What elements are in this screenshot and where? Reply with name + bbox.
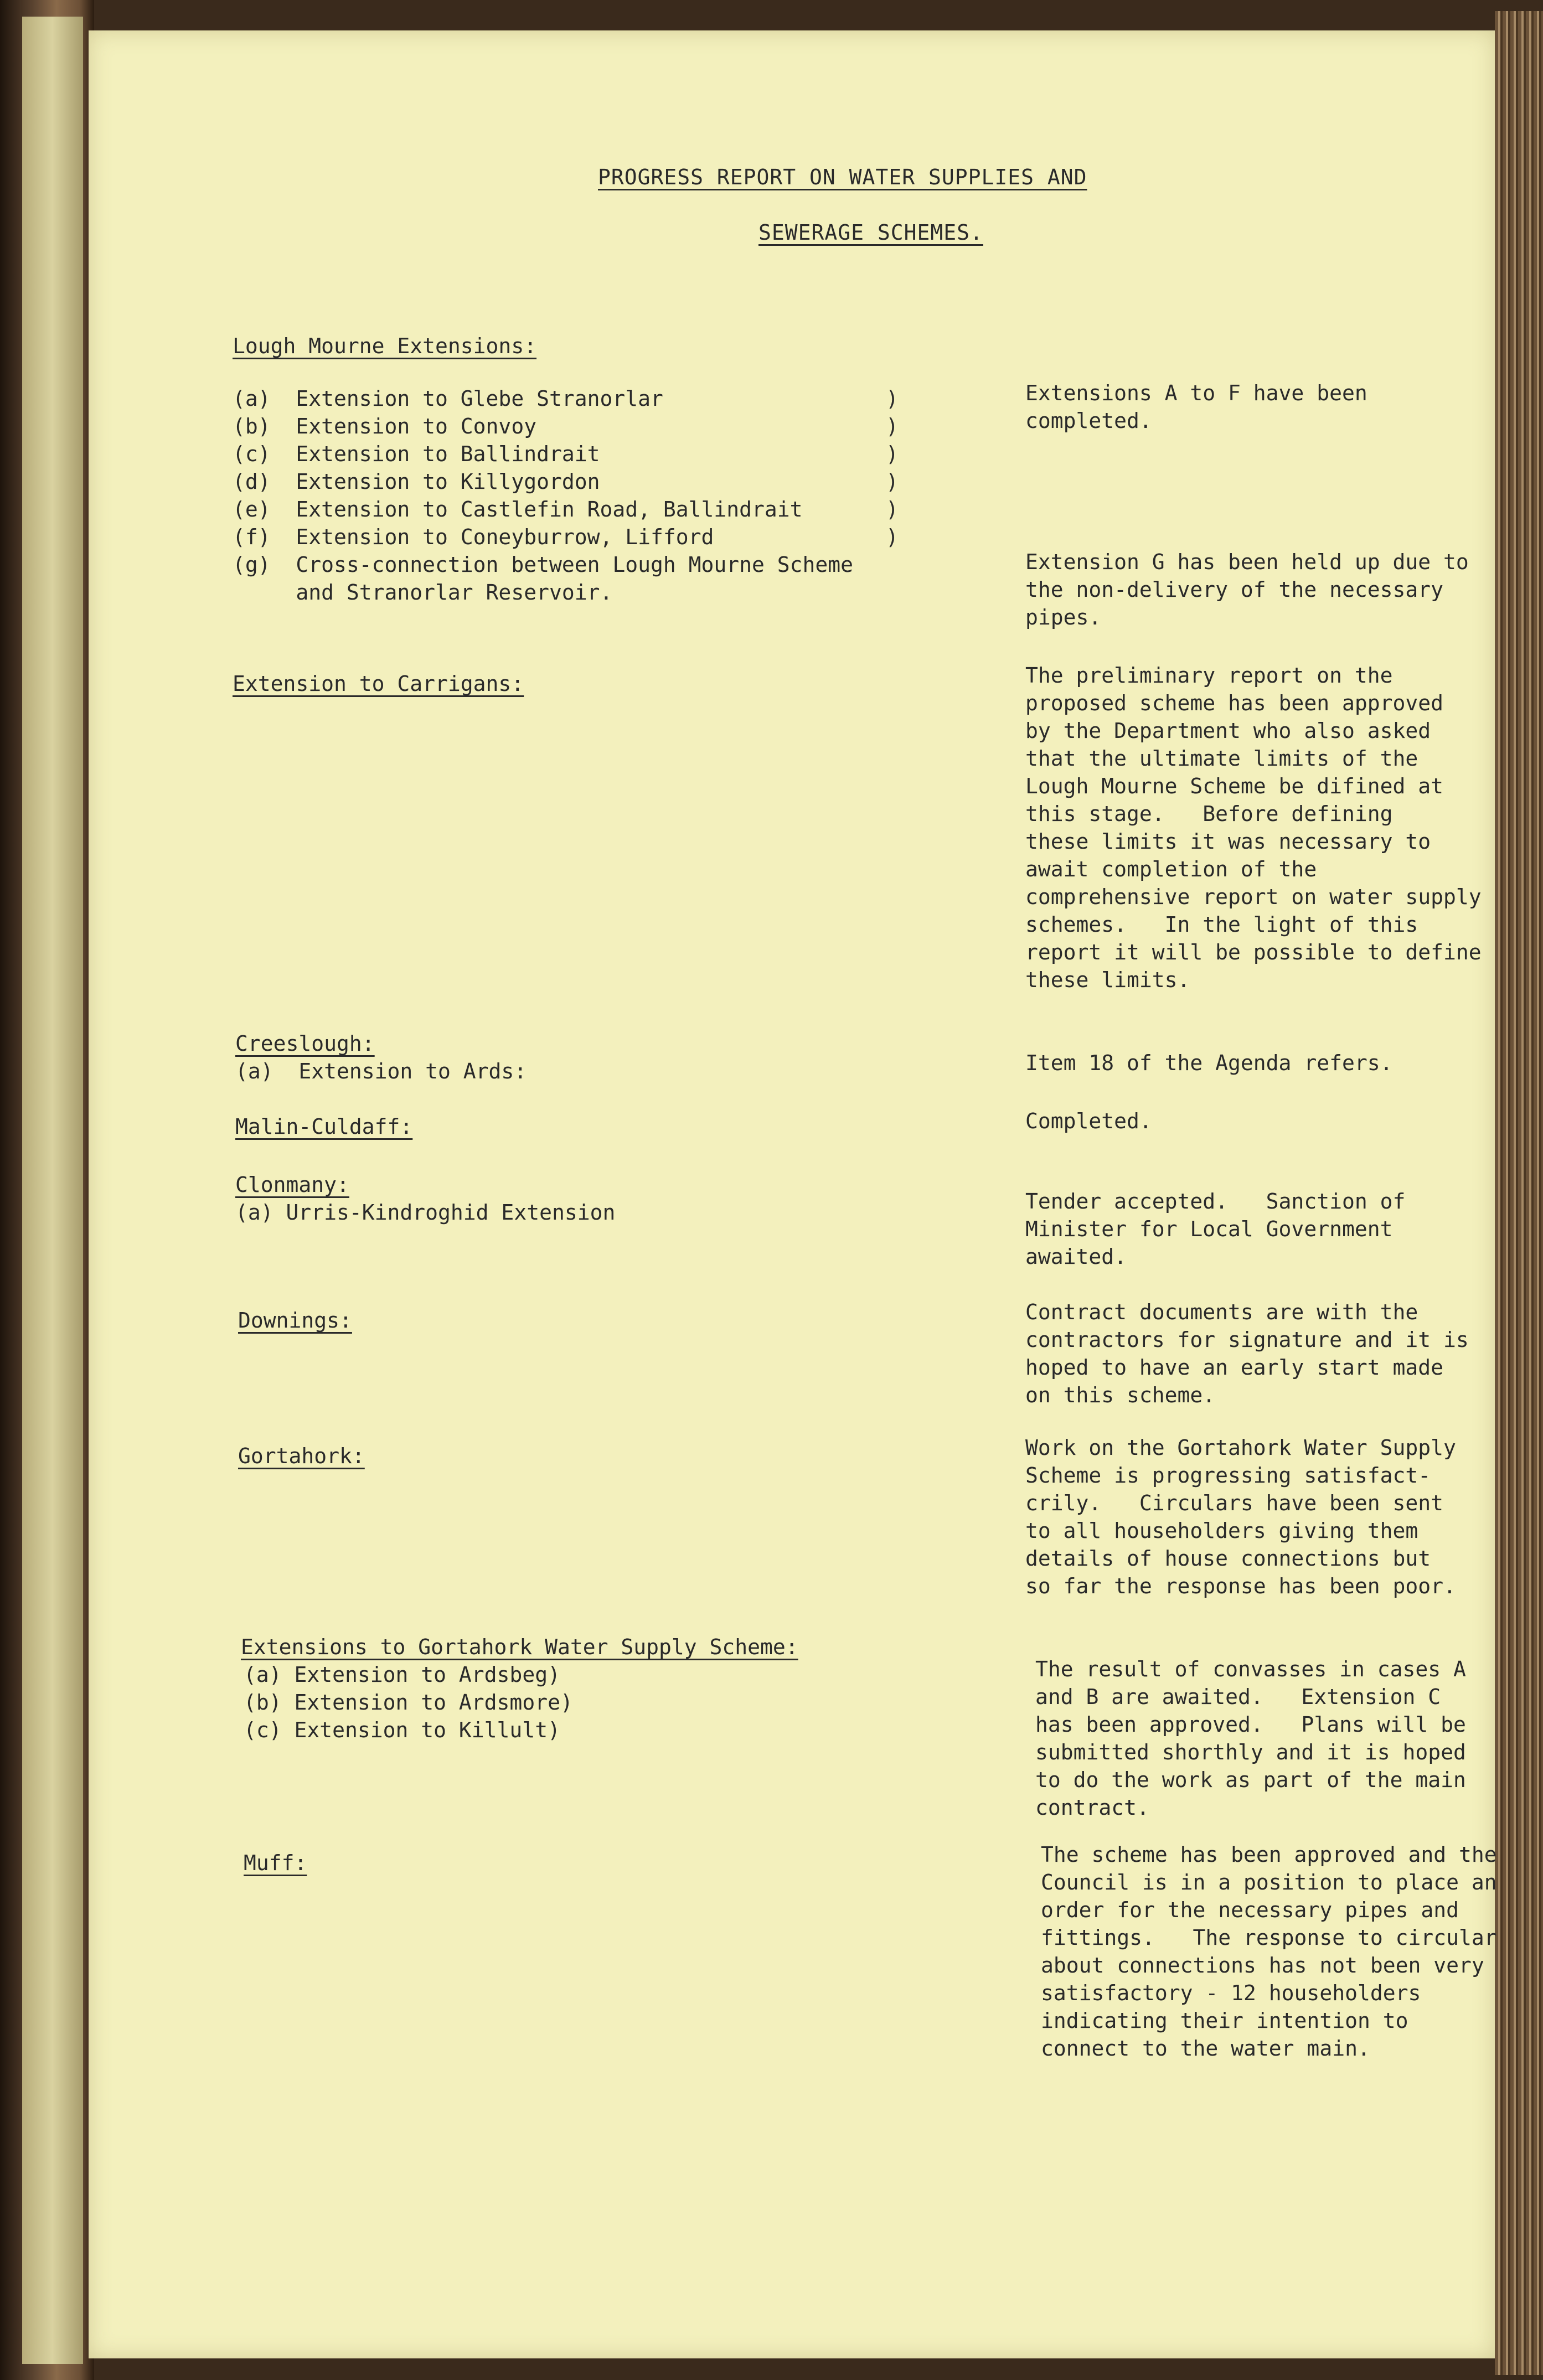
note-carrigans: The preliminary report on the proposed scheme has been approved by the Department who also asked that the ultimate limits of the Lough Mourne Scheme be difined at this stage. Before defining these limits it was necessary to await completion of the comprehensive report on water supply schemes. In the light of this report it will be possible to define these limits. [1025,663,1482,992]
section-heading-lough-mourne: Lough Mourne Extensions: [233,334,537,358]
bracket-column: ) ) ) ) ) ) [886,386,899,549]
section-heading-malin-culdaff: Malin-Culdaff: [235,1114,413,1139]
note-lough-mourne-g: Extension G has been held up due to the non-delivery of the necessary pipes. [1025,550,1469,629]
document-page [89,30,1495,2358]
note-gortahork-extensions: The result of convasses in cases A and B are awaited. Extension C has been approved. Plans will be submitted shorthly and it is hoped to do the work as part of the main contract. [1035,1657,1466,1820]
note-muff: The scheme has been approved and the Council is in a position to place an order for the necessary pipes and fittings. The response to circular about connections has not been very satisfactory - 12 householders indicating their intention to connect to the water main. [1041,1842,1497,2061]
creeslough-subitem: (a) Extension to Ards: [235,1059,527,1083]
report-title-line2: SEWERAGE SCHEMES. [758,220,983,245]
section-heading-downings: Downings: [238,1308,352,1333]
note-lough-mourne-a-f: Extensions A to F have been completed. [1025,381,1367,433]
report-title-line1: PROGRESS REPORT ON WATER SUPPLIES AND [598,165,1087,189]
note-downings: Contract documents are with the contractors for signature and it is hoped to have an early start made on this scheme. [1025,1300,1469,1407]
section-heading-carrigans: Extension to Carrigans: [233,672,524,696]
section-heading-clonmany: Clonmany: [235,1173,349,1197]
section-heading-muff: Muff: [244,1851,307,1875]
note-creeslough: Item 18 of the Agenda refers. [1025,1051,1393,1075]
list-item: (f) Extension to Coneyburrow, Lifford [233,525,714,549]
list-item: (b) Extension to Convoy [233,414,537,438]
list-item: (d) Extension to Killygordon [233,469,600,494]
list-item: (c) Extension to Ballindrait [233,442,600,466]
section-heading-creeslough: Creeslough: [235,1031,375,1056]
list-item: (g) Cross-connection between Lough Mourne Scheme [233,553,854,577]
section-heading-gortahork-extensions: Extensions to Gortahork Water Supply Scheme: [241,1635,798,1659]
clonmany-subitem: (a) Urris-Kindroghid Extension [235,1200,616,1225]
note-malin-culdaff: Completed. [1025,1109,1152,1133]
list-item: (a) Extension to Glebe Stranorlar [233,386,663,411]
section-heading-gortahork: Gortahork: [238,1444,365,1468]
list-item: and Stranorlar Reservoir. [233,580,613,605]
gortahork-extension-items: (a) Extension to Ardsbeg) (b) Extension to Ardsmore) (c) Extension to Killult) [244,1663,573,1742]
note-gortahork: Work on the Gortahork Water Supply Scheme is progressing satisfact- crily. Circulars have been sent to all householders giving them details of house connections but so far the response has been poor. [1025,1436,1456,1598]
list-item: (e) Extension to Castlefin Road, Ballindrait [233,497,803,522]
left-page-edge [22,17,83,2364]
note-clonmany: Tender accepted. Sanction of Minister for Local Government awaited. [1025,1189,1406,1269]
